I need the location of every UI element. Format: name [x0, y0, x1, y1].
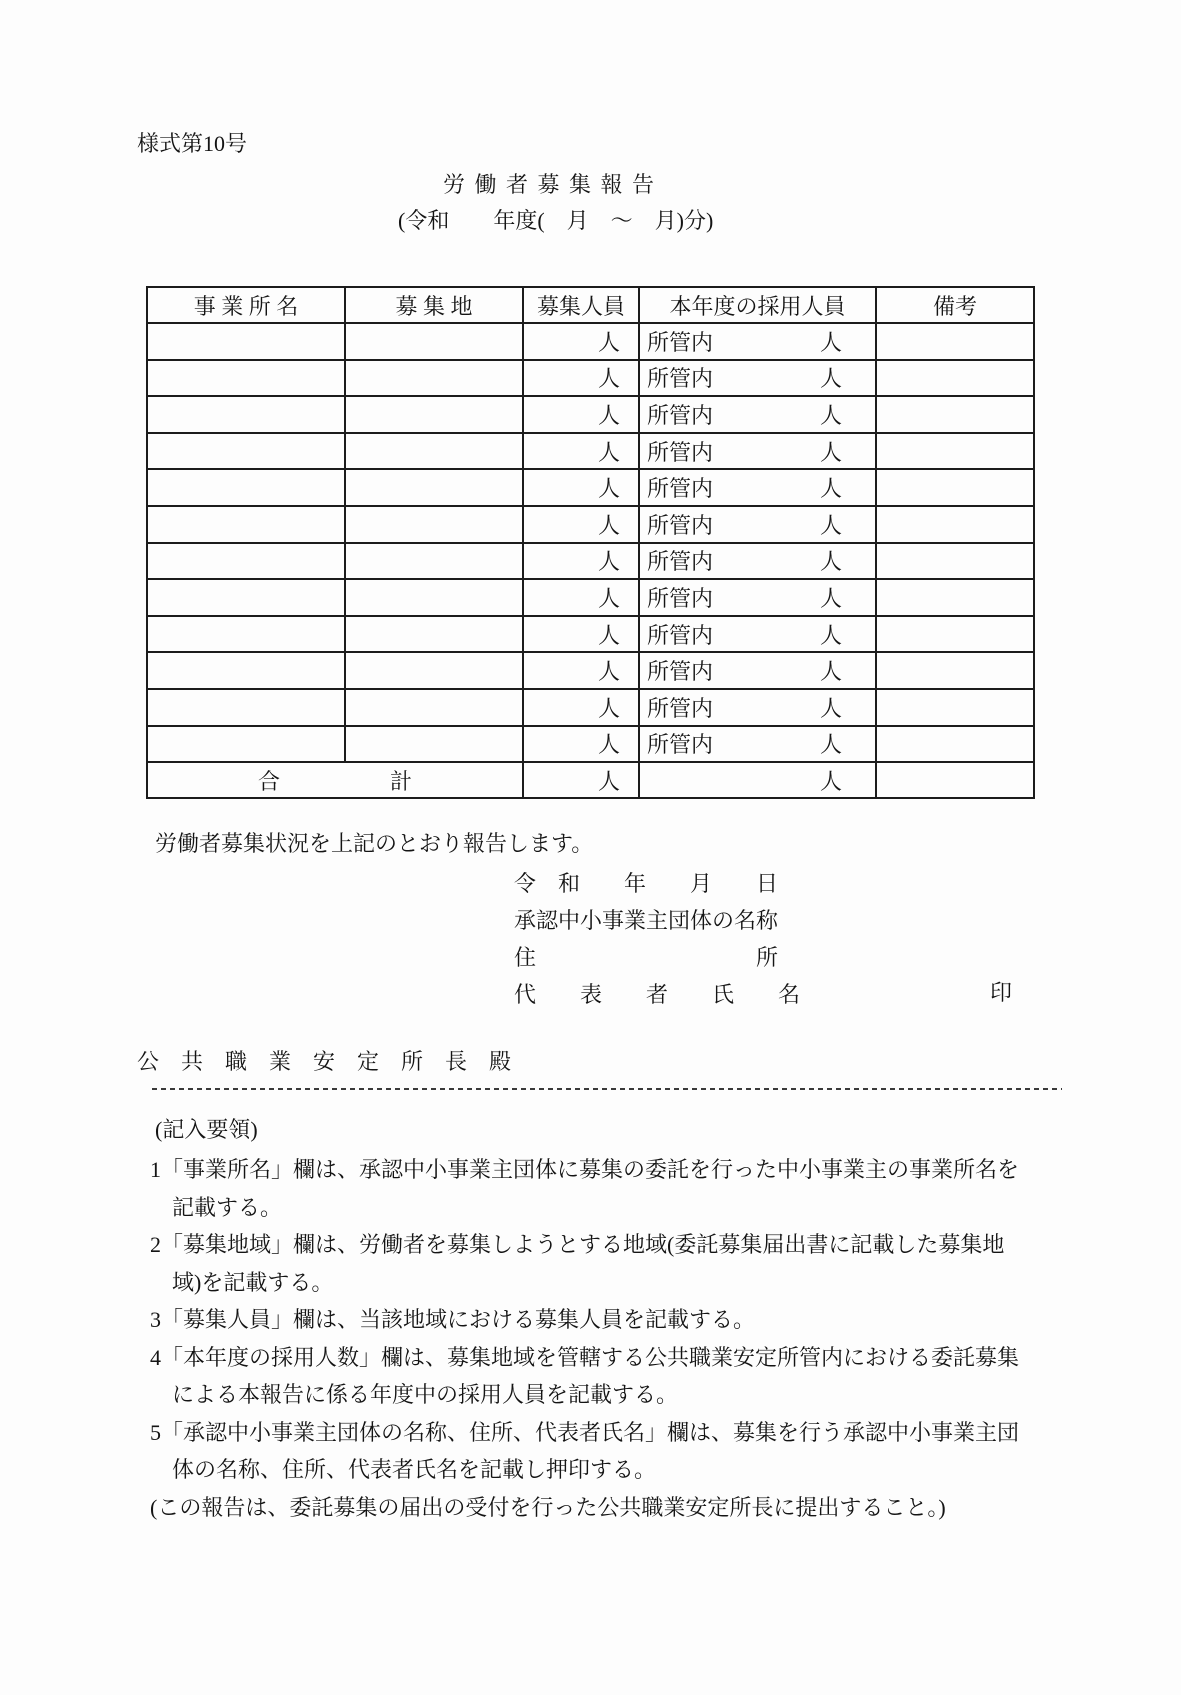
jurisdiction-label: 所管内	[647, 512, 714, 538]
report-statement: 労働者募集状況を上記のとおり報告します。	[155, 831, 594, 856]
recruit-area-cell	[345, 323, 523, 360]
table-row	[147, 323, 1034, 360]
table-row	[147, 396, 1034, 433]
recruit-count-cell: 人	[523, 323, 639, 360]
jurisdiction-label: 所管内	[647, 329, 714, 355]
seal-mark: 印	[990, 980, 1013, 1005]
header-recruit-count: 募集人員	[523, 287, 639, 323]
hired-unit-label: 人	[819, 659, 842, 685]
jurisdiction-label: 所管内	[647, 659, 714, 685]
table-row	[147, 689, 1034, 726]
remarks-cell	[876, 433, 1034, 470]
hired-unit-label: 人	[819, 439, 842, 465]
form-number: 様式第10号	[137, 131, 248, 156]
remarks-cell	[876, 726, 1034, 763]
period-line: (令和 年度( 月 ～ 月)分)	[398, 208, 714, 233]
recruit-count-cell: 人	[523, 652, 639, 689]
table-row	[147, 616, 1034, 653]
office-name-cell	[147, 652, 345, 689]
hired-unit-label: 人	[819, 366, 842, 392]
hired-cell	[639, 396, 876, 433]
recruit-count-cell: 人	[523, 579, 639, 616]
recruit-area-cell	[345, 579, 523, 616]
office-name-cell	[147, 360, 345, 397]
remarks-cell	[876, 360, 1034, 397]
notes-heading: (記入要領)	[155, 1117, 258, 1142]
header-row	[147, 287, 1034, 323]
table-row	[147, 469, 1034, 506]
office-name-cell	[147, 543, 345, 580]
office-name-cell	[147, 506, 345, 543]
hired-cell	[639, 506, 876, 543]
note-line: 体の名称、住所、代表者氏名を記載し押印する。	[150, 1457, 657, 1482]
recruit-area-cell	[345, 469, 523, 506]
table-row	[147, 433, 1034, 470]
remarks-cell	[876, 506, 1034, 543]
remarks-cell	[876, 396, 1034, 433]
dashed-separator	[152, 1088, 1062, 1090]
hired-cell	[639, 652, 876, 689]
hired-cell	[639, 689, 876, 726]
remarks-cell	[876, 652, 1034, 689]
hired-unit-label: 人	[819, 549, 842, 575]
note-line: 記載する。	[150, 1194, 283, 1220]
remarks-cell	[876, 543, 1034, 580]
hired-unit-label: 人	[819, 585, 842, 611]
remarks-cell	[876, 469, 1034, 506]
addressee-line: 公 共 職 業 安 定 所 長 殿	[137, 1049, 512, 1074]
total-remarks-cell	[876, 762, 1034, 798]
table-row	[147, 579, 1034, 616]
table-row	[147, 506, 1034, 543]
recruit-count-cell: 人	[523, 689, 639, 726]
recruit-area-cell	[345, 360, 523, 397]
jurisdiction-label: 所管内	[647, 549, 714, 575]
note-line: 3「募集人員」欄は、当該地域における募集人員を記載する。	[150, 1307, 756, 1332]
note-line: 5「承認中小事業主団体の名称、住所、代表者氏名」欄は、募集を行う承認中小事業主団	[150, 1419, 1020, 1445]
org-name-line: 承認中小事業主団体の名称	[514, 908, 779, 933]
office-name-cell	[147, 689, 345, 726]
page-title: 労 働 者 募 集 報 告	[443, 172, 657, 197]
total-label-cell: 合 計	[147, 762, 523, 798]
header-office-name: 事 業 所 名	[147, 287, 345, 323]
hired-cell	[639, 616, 876, 653]
recruit-area-cell	[345, 543, 523, 580]
recruit-area-cell	[345, 433, 523, 470]
recruit-count-cell: 人	[523, 469, 639, 506]
hired-cell	[639, 323, 876, 360]
jurisdiction-label: 所管内	[647, 695, 714, 721]
recruit-area-cell	[345, 396, 523, 433]
office-name-cell	[147, 396, 345, 433]
note-line: 域)を記載する。	[150, 1269, 334, 1295]
header-remarks: 備考	[876, 287, 1034, 323]
hired-unit-label: 人	[819, 329, 842, 355]
hired-cell	[639, 726, 876, 763]
recruit-area-cell	[345, 726, 523, 763]
date-line: 令 和 年 月 日	[514, 871, 779, 896]
recruit-area-cell	[345, 506, 523, 543]
note-line: 2「募集地域」欄は、労働者を募集しようとする地域(委託募集届出書に記載した募集地	[150, 1232, 1005, 1257]
total-hired-cell: 人	[639, 762, 876, 798]
representative-line: 代 表 者 氏 名	[514, 982, 801, 1007]
table-row	[147, 652, 1034, 689]
table-row	[147, 360, 1034, 397]
recruit-count-cell: 人	[523, 616, 639, 653]
hired-unit-label: 人	[819, 622, 842, 648]
note-line: 1「事業所名」欄は、承認中小事業主団体に募集の委託を行った中小事業主の事業所名を	[150, 1157, 1020, 1182]
hired-unit-label: 人	[819, 476, 842, 502]
hired-cell	[639, 579, 876, 616]
office-name-cell	[147, 579, 345, 616]
jurisdiction-label: 所管内	[647, 476, 714, 502]
recruit-count-cell: 人	[523, 726, 639, 763]
remarks-cell	[876, 616, 1034, 653]
office-name-cell	[147, 433, 345, 470]
total-recruit-count-cell: 人	[523, 762, 639, 798]
recruit-area-cell	[345, 616, 523, 653]
hired-unit-label: 人	[819, 695, 842, 721]
total-row	[147, 762, 1034, 798]
hired-cell	[639, 360, 876, 397]
jurisdiction-label: 所管内	[647, 439, 714, 465]
office-name-cell	[147, 616, 345, 653]
note-line: による本報告に係る年度中の採用人員を記載する。	[150, 1382, 679, 1407]
office-name-cell	[147, 726, 345, 763]
jurisdiction-label: 所管内	[647, 366, 714, 392]
recruit-count-cell: 人	[523, 433, 639, 470]
header-recruit-area: 募 集 地	[345, 287, 523, 323]
jurisdiction-label: 所管内	[647, 732, 714, 758]
hired-cell	[639, 433, 876, 470]
table-header	[147, 287, 1034, 323]
hired-cell	[639, 469, 876, 506]
recruit-area-cell	[345, 689, 523, 726]
jurisdiction-label: 所管内	[647, 585, 714, 611]
table-row	[147, 543, 1034, 580]
recruit-count-cell: 人	[523, 506, 639, 543]
jurisdiction-label: 所管内	[647, 402, 714, 428]
recruit-count-cell: 人	[523, 396, 639, 433]
note-line: (この報告は、委託募集の届出の受付を行った公共職業安定所長に提出すること。)	[150, 1494, 946, 1520]
office-name-cell	[147, 469, 345, 506]
hired-unit-label: 人	[819, 402, 842, 428]
hired-cell	[639, 543, 876, 580]
recruit-count-cell: 人	[523, 543, 639, 580]
address-line: 住 所	[514, 945, 779, 970]
recruit-area-cell	[345, 652, 523, 689]
office-name-cell	[147, 323, 345, 360]
hired-unit-label: 人	[819, 512, 842, 538]
table-body	[147, 323, 1034, 762]
remarks-cell	[876, 689, 1034, 726]
remarks-cell	[876, 579, 1034, 616]
recruit-count-cell: 人	[523, 360, 639, 397]
hired-unit-label: 人	[819, 732, 842, 758]
remarks-cell	[876, 323, 1034, 360]
note-line: 4「本年度の採用人数」欄は、募集地域を管轄する公共職業安定所管内における委託募集	[150, 1344, 1020, 1370]
table-row	[147, 726, 1034, 763]
jurisdiction-label: 所管内	[647, 622, 714, 648]
recruitment-table	[146, 286, 1035, 799]
notes-block	[150, 1151, 1019, 1526]
header-hired-this-year: 本年度の採用人員	[639, 287, 876, 323]
